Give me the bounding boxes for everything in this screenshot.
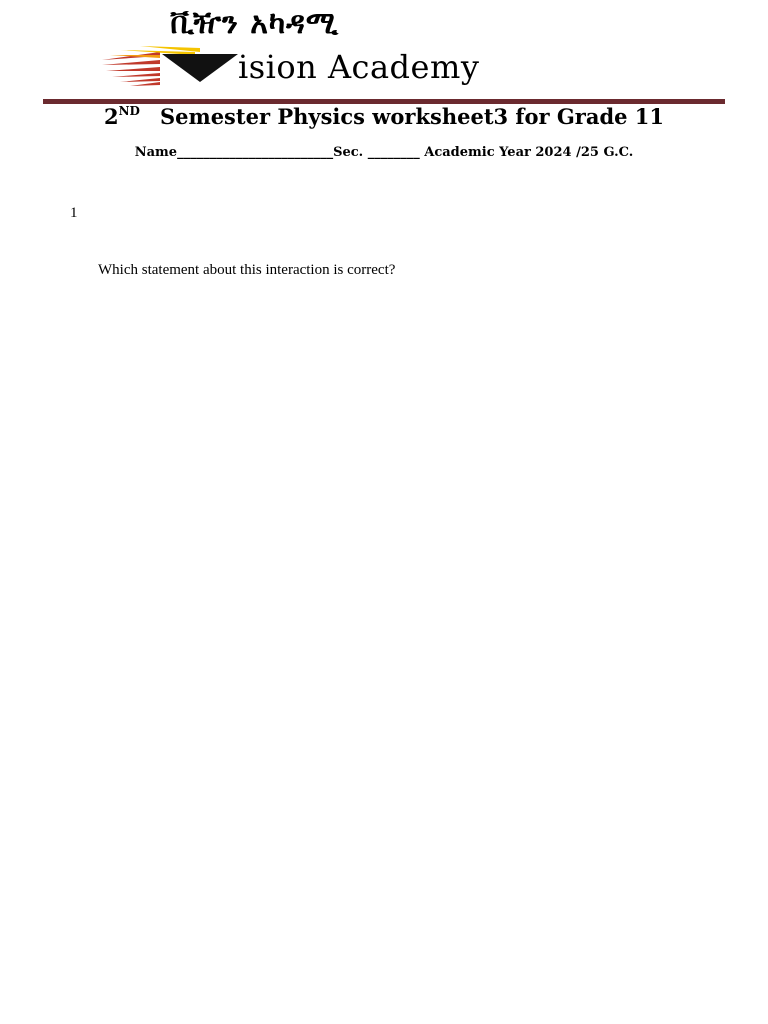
logo-amharic-text: ቪዥን አካዳሚ: [170, 6, 339, 41]
sec-blank: ________: [367, 145, 420, 160]
student-info-line: [0, 145, 768, 160]
name-blank: ________________________: [177, 145, 334, 160]
worksheet-title: [0, 104, 768, 129]
name-label: Name: [134, 145, 178, 160]
logo-english-text: ision Academy: [238, 48, 480, 86]
title-ordinal-suffix: ND: [118, 104, 140, 118]
academic-year: Academic Year 2024 /25 G.C.: [424, 145, 634, 160]
question-text: Which statement about this interaction is correct?: [98, 262, 396, 278]
question-number: 1: [70, 205, 78, 221]
title-ordinal: 2: [103, 104, 119, 129]
sec-label: Sec.: [333, 145, 364, 160]
vision-academy-logo: [100, 6, 560, 94]
title-text: Semester Physics worksheet3 for Grade 11: [159, 104, 665, 129]
v-mark-icon: [162, 54, 238, 82]
sunburst-v-logo-icon: [100, 40, 240, 90]
